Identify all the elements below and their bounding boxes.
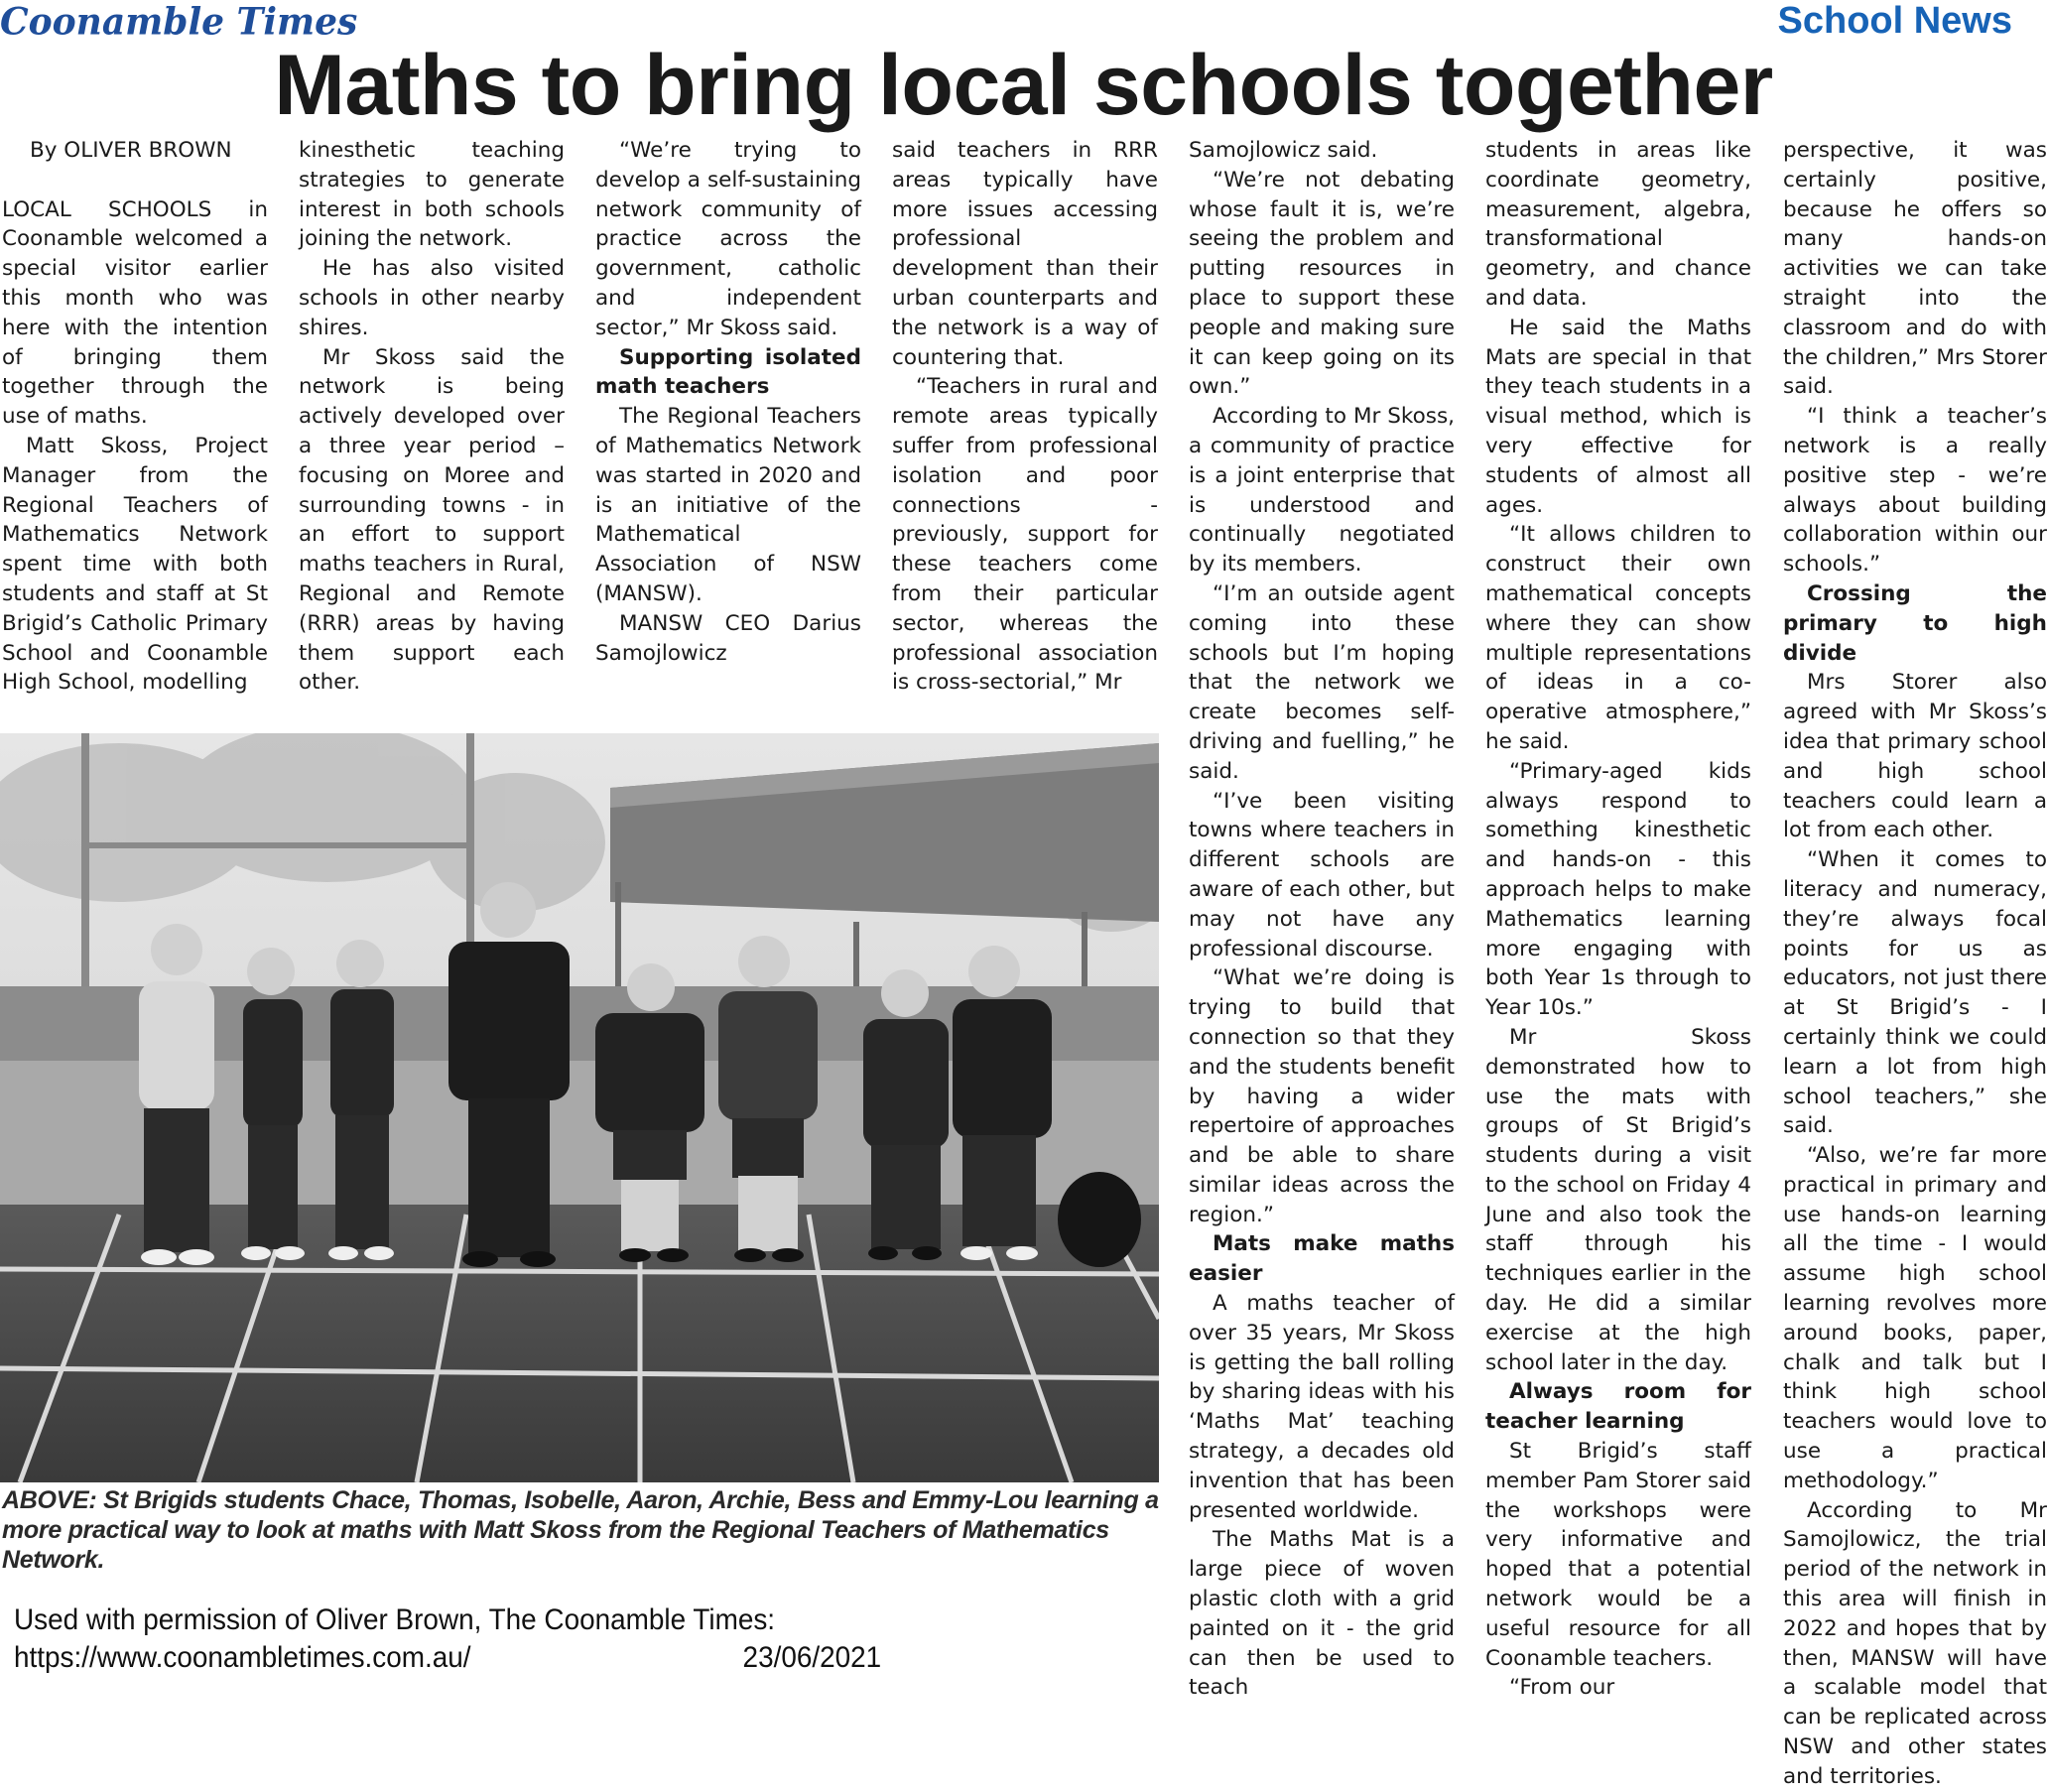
paragraph-continued: Samojlowicz said.	[1189, 138, 1378, 163]
subheading: Supporting isolated math teachers	[595, 344, 861, 400]
paragraph: MANSW CEO Darius Samojlowicz	[595, 610, 861, 666]
section-label: School News	[1777, 0, 2012, 42]
paragraph: The Regional Teachers of Mathematics Network was started in 2020 and is an initiative of the Mathematical Association of NSW (MANSW).	[595, 404, 861, 606]
article-column-5	[1189, 136, 1455, 1703]
source-url-link[interactable]: https://www.coonambletimes.com.au/	[14, 1641, 471, 1674]
subheading: Crossing the primary to high divide	[1783, 580, 2047, 666]
article-column-3	[595, 136, 861, 668]
subheading: Always room for teacher learning	[1485, 1379, 1751, 1435]
article-headline: Maths to bring local schools together	[274, 38, 1773, 133]
byline: By OLIVER BROWN	[30, 138, 232, 163]
paragraph: According to Mr Samojlowicz, the trial period of the network in this area will finish in 2022 and hopes that by then, MANSW will have a scalable model that can be replicated across NSW and other states and territories.	[1783, 1497, 2047, 1789]
paragraph: A maths teacher of over 35 years, Mr Skoss is getting the ball rolling by sharing ideas with his ‘Maths Mat’ teaching strategy, a decades old invention that has been presented worldwide.	[1189, 1291, 1455, 1523]
paragraph: “Primary-aged kids always respond to something kinesthetic and hands-on - this approach helps to make Mathematics learning more engaging with both Year 1s through to Year 10s.”	[1485, 758, 1751, 1021]
paragraph-continued: said teachers in RRR areas typically have more issues accessing professional development than their urban counterparts and the network is a way of countering that.	[892, 138, 1158, 370]
publication-date: 23/06/2021	[742, 1641, 882, 1674]
paragraph: “We’re not debating whose fault it is, we’re seeing the problem and putting resources in place to support these people and making sure it can keep going on its own.”	[1189, 167, 1455, 400]
paragraph: He has also visited schools in other nearby shires.	[299, 256, 565, 340]
paragraph: “Also, we’re far more practical in primary and use hands-on learning all the time - I would assume high school learning revolves more around books, paper, chalk and talk but I think high school teachers would love to use a practical methodology.”	[1783, 1143, 2047, 1493]
paragraph: According to Mr Skoss, a community of practice is a joint enterprise that is understood and continually negotiated by its members.	[1189, 404, 1455, 577]
spacer	[2, 166, 268, 195]
article-column-4	[892, 136, 1158, 698]
article-column-7	[1783, 136, 2047, 1792]
credit-line: Used with permission of Oliver Brown, The Coonamble Times:	[14, 1603, 776, 1636]
paragraph: Mr Skoss said the network is being actively developed over a three year period – focusing on Moree and surrounding towns - in an effort to support maths teachers in Rural, Regional and Remote (RRR) areas by having them support each other.	[299, 344, 565, 696]
paragraph: “What we’re doing is trying to build that connection so that they and the students benefit by having a wider repertoire of approaches and be able to share similar ideas across the region.”	[1189, 965, 1455, 1227]
photo-illustration	[0, 733, 1159, 1482]
paragraph: He said the Maths Mats are special in that they teach students in a visual method, which is very effective for students of almost all ages.	[1485, 315, 1751, 518]
paragraph: “We’re trying to develop a self-sustaining network community of practice across the government, catholic and independent sector,” Mr Skoss said.	[595, 138, 861, 340]
paragraph-continued: students in areas like coordinate geometry, measurement, algebra, transformational geometry, and chance and data.	[1485, 138, 1751, 311]
permission-credit	[14, 1601, 881, 1677]
backpack	[1058, 1172, 1141, 1267]
article-column-1	[2, 136, 268, 698]
paragraph: “From our	[1509, 1675, 1615, 1701]
paragraph-continued: kinesthetic teaching strategies to generate interest in both schools joining the network.	[299, 138, 565, 252]
paragraph-continued: perspective, it was certainly positive, because he offers so many hands-on activities we can take straight into the classroom and do with the children,” Mrs Storer said.	[1783, 138, 2047, 400]
paragraph: Mrs Storer also agreed with Mr Skoss’s idea that primary school and high school teachers could learn a lot from each other.	[1783, 670, 2047, 843]
lead-paragraph: LOCAL SCHOOLS in Coonamble welcomed a special visitor earlier this month who was here with the intention of bringing them together through the use of maths.	[2, 196, 268, 430]
paragraph: “I’m an outside agent coming into these schools but I’m hoping that the network we create becomes self-driving and fuelling,” he said.	[1189, 580, 1455, 784]
subheading: Mats make maths easier	[1189, 1231, 1455, 1287]
article-column-2	[299, 136, 565, 698]
paragraph: “It allows children to construct their own mathematical concepts where they can show multiple representations of ideas in a co-operative atmosphere,” he said.	[1485, 522, 1751, 754]
paragraph: “When it comes to literacy and numeracy, they’re always focal points for us as educators, not just there at St Brigid’s - I certainly think we could learn a lot from high school teachers,” she said.	[1783, 847, 2047, 1139]
paragraph: Matt Skoss, Project Manager from the Regional Teachers of Mathematics Network spent time with both students and staff at St Brigid’s Catholic Primary School and Coonamble High School, modelling	[2, 433, 268, 696]
article-column-6	[1485, 136, 1751, 1703]
article-photo	[0, 733, 1159, 1482]
paragraph: The Maths Mat is a large piece of woven plastic cloth with a grid painted on it - the grid can then be used to teach	[1189, 1527, 1455, 1701]
photo-caption: ABOVE: St Brigids students Chace, Thomas, Isobelle, Aaron, Archie, Bess and Emmy-Lou learning a more practical way to look at maths with Matt Skoss from the Regional Teachers of Mathematics Network.	[2, 1486, 1159, 1574]
paragraph: “I’ve been visiting towns where teachers in different schools are aware of each other, but may not have any professional discourse.	[1189, 788, 1455, 961]
paragraph: Mr Skoss demonstrated how to use the mats with groups of St Brigid’s students during a visit to the school on Friday 4 June and also took the staff through his techniques earlier in the day. He did a similar exercise at the high school later in the day.	[1485, 1024, 1751, 1375]
paragraph: St Brigid’s staff member Pam Storer said the workshops were very informative and hoped that a potential network would be a useful resource for all Coonamble teachers.	[1485, 1439, 1751, 1671]
publication-logo: Coonamble Times	[0, 0, 358, 45]
paragraph: “I think a teacher’s network is a really positive step - we’re always about building collaboration within our schools.”	[1783, 404, 2047, 577]
paragraph: “Teachers in rural and remote areas typically suffer from professional isolation and poor connections - previously, support for these teachers come from their particular sector, whereas the professional association is cross-sectorial,” Mr	[892, 374, 1158, 696]
